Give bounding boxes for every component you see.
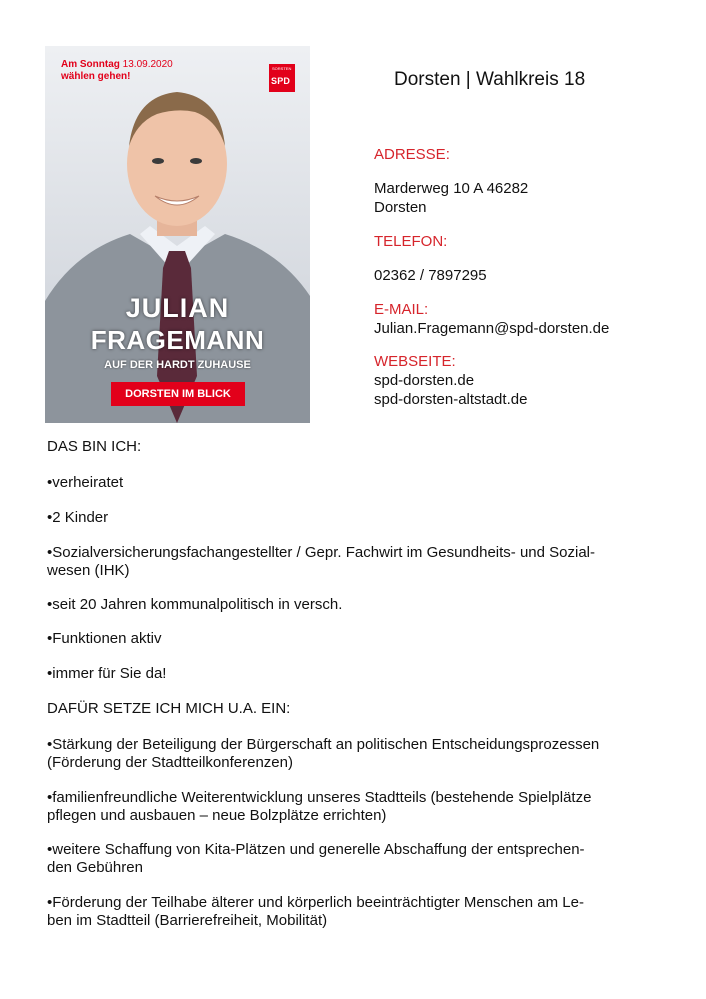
about-item: •Sozialversicherungsfachangestellter / Gepr. Fachwirt im Gesundheits- und Sozial-	[47, 544, 596, 561]
email-link[interactable]: Julian.Fragemann@spd-dorsten.de	[374, 320, 610, 337]
goal-item-continuation: pflegen und ausbauen – neue Bolzplätze errichten)	[47, 807, 387, 824]
goals-title: DAFÜR SETZE ICH MICH U.A. EIN:	[47, 700, 291, 717]
poster-last-name: FRAGEMANN	[90, 325, 265, 355]
spd-logo: SORSTEN SPD	[269, 64, 295, 92]
goal-item: •weitere Schaffung von Kita-Plätzen und generelle Abschaffung der entsprechen-	[47, 841, 585, 858]
goal-item: •Förderung der Teilhabe älterer und körperlich beeinträchtigter Menschen am Le-	[47, 894, 584, 911]
website-link-2[interactable]: spd-dorsten-altstadt.de	[374, 391, 528, 408]
poster-badge: DORSTEN IM BLICK	[111, 382, 245, 406]
address-line1: Marderweg 10 A 46282	[374, 180, 529, 197]
phone-number[interactable]: 02362 / 7897295	[374, 267, 487, 284]
email-label: E-MAIL:	[374, 301, 429, 318]
campaign-poster	[45, 46, 310, 423]
website-link-1[interactable]: spd-dorsten.de	[374, 372, 475, 389]
website-label: WEBSEITE:	[374, 353, 456, 370]
poster-first-name: JULIAN	[125, 293, 230, 323]
about-item: •immer für Sie da!	[47, 665, 167, 682]
goal-item: •Stärkung der Beteiligung der Bürgerschaft an politischen Entscheidungsprozessen	[47, 736, 600, 753]
about-item: •seit 20 Jahren kommunalpolitisch in versch.	[47, 596, 343, 613]
goal-item-continuation: ben im Stadtteil (Barrierefreiheit, Mobilität)	[47, 912, 328, 929]
phone-label: TELEFON:	[374, 233, 448, 250]
about-title: DAS BIN ICH:	[47, 438, 142, 455]
goal-item-continuation: den Gebühren	[47, 859, 143, 876]
goal-item: •familienfreundliche Weiterentwicklung unseres Stadtteils (bestehende Spielplätze	[47, 789, 592, 806]
address-label: ADRESSE:	[374, 146, 450, 163]
about-item: •verheiratet	[47, 474, 124, 491]
address-line2: Dorsten	[374, 199, 427, 216]
goal-item-continuation: (Förderung der Stadtteilkonferenzen)	[47, 754, 293, 771]
election-date: Am Sonntag 13.09.2020 wählen gehen!	[61, 59, 173, 82]
about-item-continuation: wesen (IHK)	[47, 562, 130, 579]
about-item: •2 Kinder	[47, 509, 109, 526]
about-item: •Funktionen aktiv	[47, 630, 162, 647]
page-title: Dorsten | Wahlkreis 18	[394, 69, 586, 90]
poster-slogan: AUF DER HARDT ZUHAUSE	[104, 359, 251, 371]
